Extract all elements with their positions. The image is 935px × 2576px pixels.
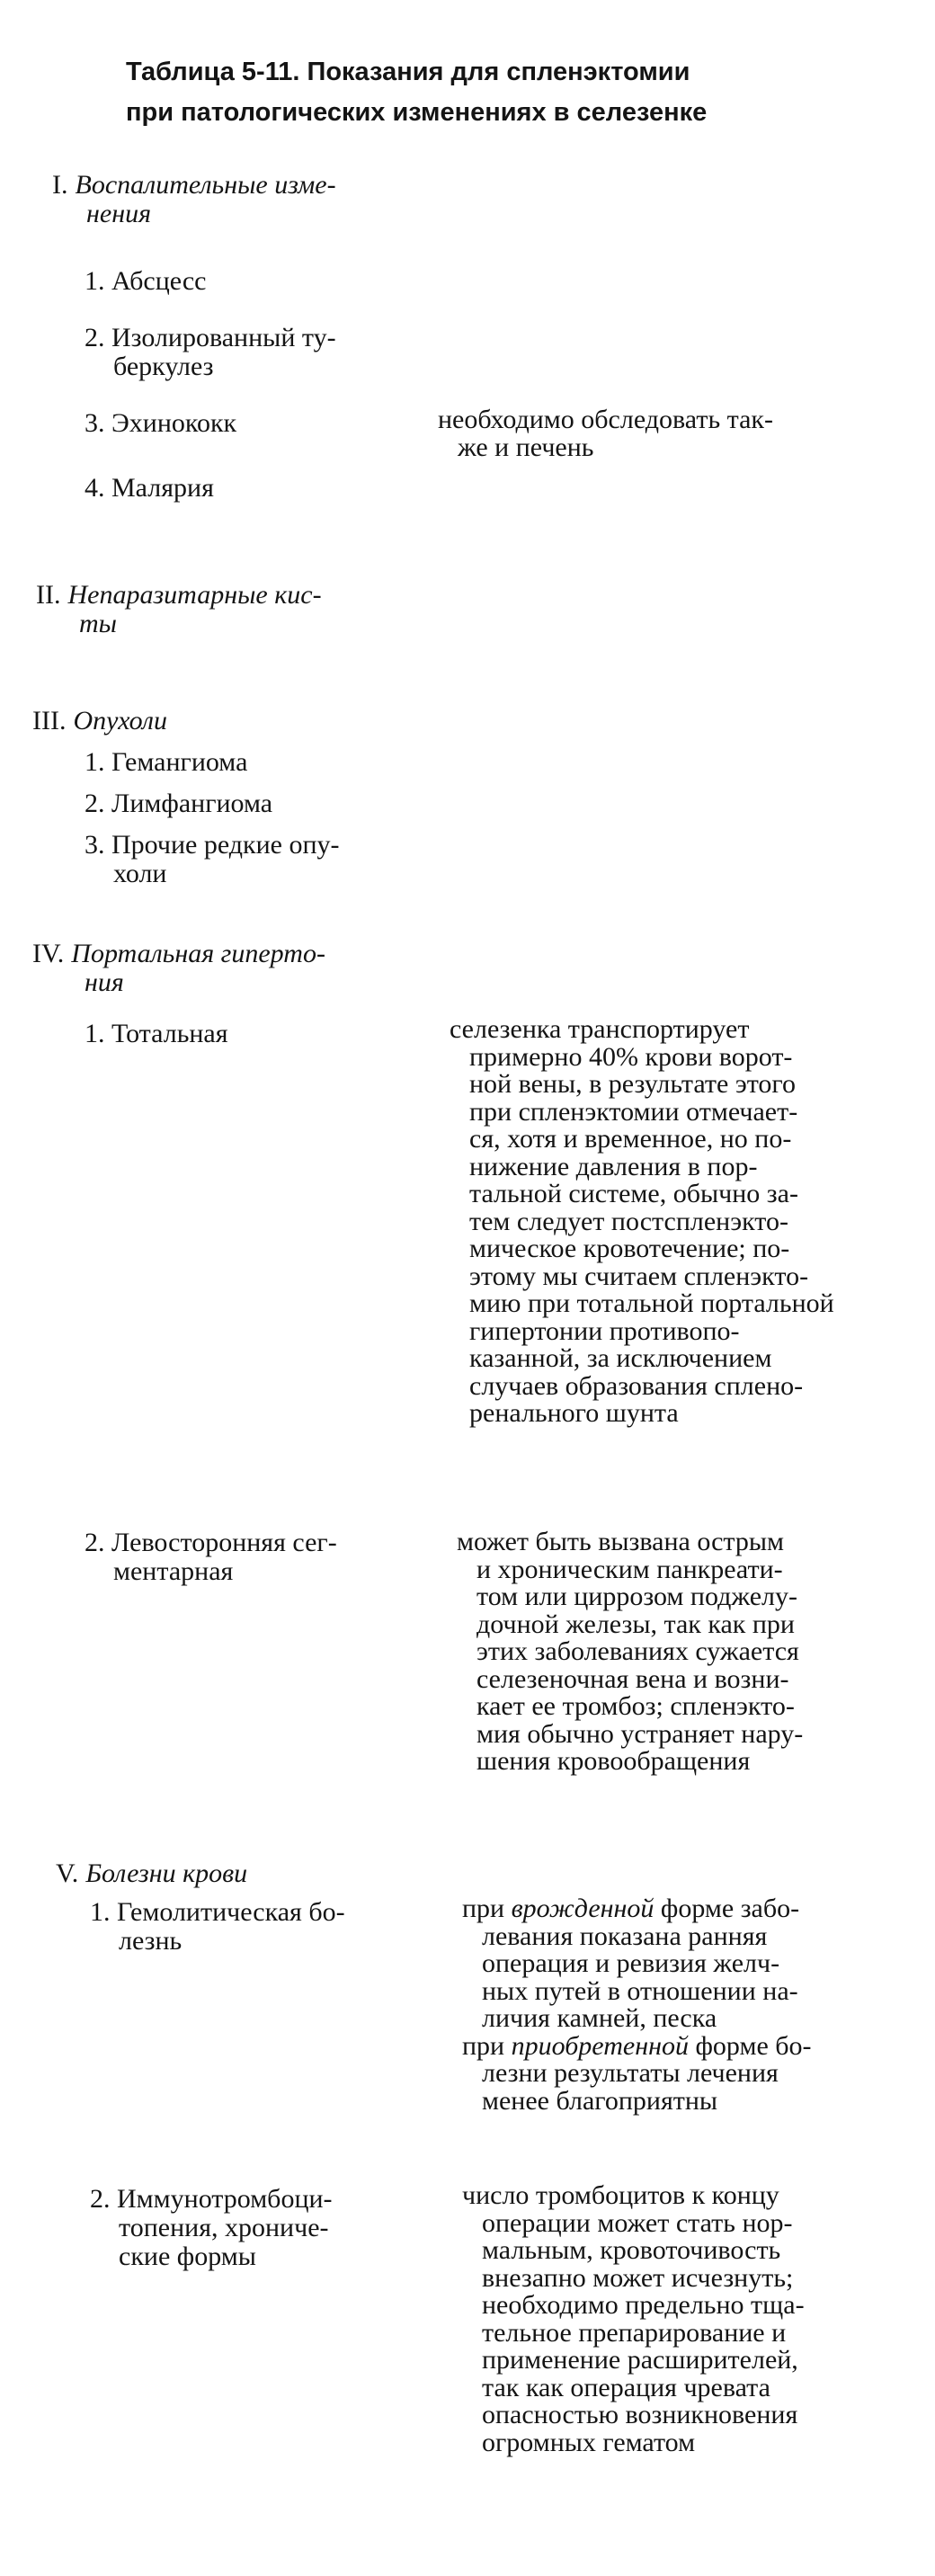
list-item: 1. Гемангиома bbox=[85, 747, 248, 777]
section-heading: V. Болезни крови bbox=[56, 1858, 248, 1888]
list-item: 2. Лимфангиома bbox=[85, 789, 273, 818]
section-heading: IV. Портальная гиперто- ния bbox=[32, 939, 325, 997]
title-line-2: при патологических изменениях в селезенке bbox=[126, 98, 708, 127]
item-note: необходимо обследовать так- же и печень bbox=[438, 405, 773, 462]
item-note: может быть вызвана острым и хроническим панкреати- том или циррозом поджелу- дочной железы, так как при этих заболеваниях сужается селезеночная вена и возни- кает ее тромбоз; спленэкто- мия обычно устраняет нару- шения кровообращения bbox=[457, 1527, 804, 1776]
list-item: 1. Тотальная bbox=[85, 1019, 228, 1048]
section-number: I. bbox=[52, 170, 68, 200]
section-heading: III. Опухоли bbox=[32, 706, 167, 735]
section-title-line-2: нения bbox=[86, 199, 152, 228]
list-item: 4. Малярия bbox=[85, 473, 214, 503]
list-item: 3. Прочие редкие опу- холи bbox=[85, 830, 340, 888]
item-note: селезенка транспортирует примерно 40% крови ворот- ной вены, в результате этого при спленэктомии отмечает- ся, хотя и временное, но по- нижение давления в пор- тальной системе, обычно за- тем следует постспленэкто- мическое кровотечение; по- этому мы считаем спленэкто- мию при тотальной портальной гипертонии противопо- казанной, за исключением случаев образования сплено- ренального шунта bbox=[450, 1014, 834, 1428]
section-heading: II. Непаразитарные кис- ты bbox=[36, 580, 322, 638]
title-line-1: Таблица 5-11. Показания для спленэктомии bbox=[126, 58, 690, 86]
table-title bbox=[126, 52, 845, 133]
list-item: 2. Левосторонняя сег- ментарная bbox=[85, 1528, 337, 1586]
list-item: 1. Гемолитическая бо- лезнь bbox=[90, 1897, 345, 1956]
list-item: 1. Абсцесс bbox=[85, 266, 207, 296]
item-note: число тромбоцитов к концу операции может стать нор- мальным, кровоточивость внезапно может исчезнуть; необходимо предельно тща- тельное препарирование и применение расширителей, так как операция чревата опасностью возникновения огромных гематом bbox=[462, 2180, 805, 2457]
list-item: 2. Изолированный ту- беркулез bbox=[85, 323, 336, 381]
item-note: при врожденной форме забо- левания показана ранняя операция и ревизия желч- ных путей в отношении на- личия камней, песка при приобретенной форме бо- лезни результаты лечения менее благоприятны bbox=[462, 1894, 812, 2116]
section-title-line-1: Воспалительные изме- bbox=[75, 170, 336, 200]
section-heading bbox=[52, 171, 336, 228]
list-item: 2. Иммунотромбоци- топения, хрониче- ские формы bbox=[90, 2184, 333, 2271]
list-item: 3. Эхинококк bbox=[85, 408, 237, 438]
